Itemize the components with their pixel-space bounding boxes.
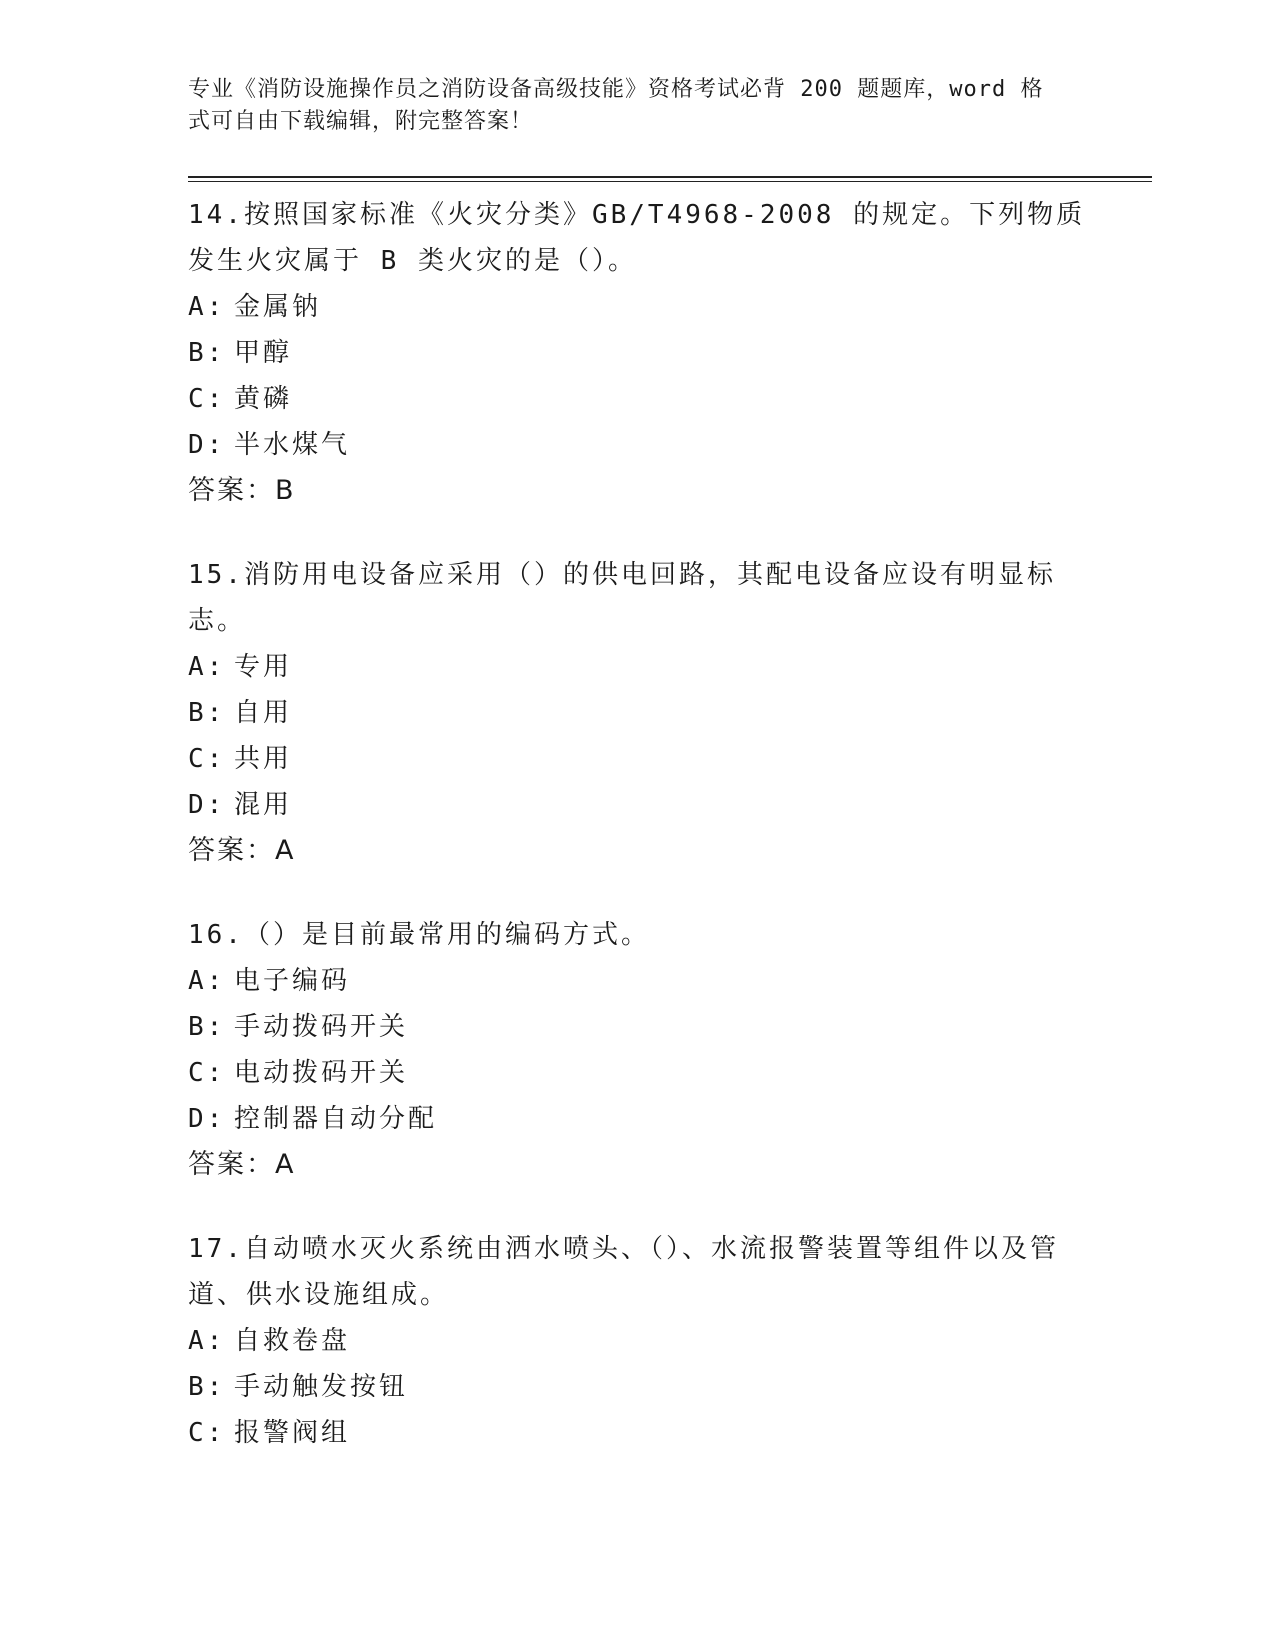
header-line-2: 式可自由下载编辑，附完整答案！: [188, 109, 534, 134]
option-text: 自救卷盘: [234, 1326, 351, 1356]
option-c: [188, 376, 1088, 422]
header-divider-thin: [188, 181, 1152, 182]
option-d: [188, 1096, 1088, 1142]
option-text: 电动拨码开关: [234, 1058, 409, 1088]
option-d: [188, 782, 1088, 828]
option-c: [188, 736, 1088, 782]
question-list: [188, 192, 1088, 1494]
question-15: [188, 552, 1088, 874]
option-b: [188, 330, 1088, 376]
option-letter: D:: [188, 790, 226, 820]
option-text: 专用: [234, 652, 293, 682]
option-letter: A:: [188, 652, 226, 682]
option-a: [188, 644, 1088, 690]
option-text: 半水煤气: [234, 430, 351, 460]
option-a: [188, 1318, 1088, 1364]
option-text: 金属钠: [234, 292, 322, 322]
option-c: [188, 1410, 1088, 1456]
option-text: 共用: [234, 744, 293, 774]
option-letter: B:: [188, 1012, 226, 1042]
document-header: [188, 74, 1088, 138]
question-text: 15.消防用电设备应采用（）的供电回路，其配电设备应设有明显标志。: [188, 560, 1056, 636]
option-b: [188, 1364, 1088, 1410]
option-text: 混用: [234, 790, 293, 820]
option-text: 报警阀组: [234, 1418, 351, 1448]
option-letter: D:: [188, 430, 226, 460]
option-letter: C:: [188, 744, 226, 774]
question-16: [188, 912, 1088, 1188]
option-text: 手动拨码开关: [234, 1012, 409, 1042]
option-letter: C:: [188, 384, 226, 414]
header-line-1: 专业《消防设施操作员之消防设备高级技能》资格考试必背 200 题题库，word 格: [188, 77, 1044, 102]
option-letter: C:: [188, 1058, 226, 1088]
question-text: 16.（）是目前最常用的编码方式。: [188, 920, 650, 950]
question-text: 17.自动喷水灭火系统由洒水喷头、（）、水流报警装置等组件以及管道、供水设施组成。: [188, 1234, 1059, 1310]
question-17: [188, 1226, 1088, 1456]
option-c: [188, 1050, 1088, 1096]
question-14: [188, 192, 1088, 514]
answer-line: 答案：A: [188, 1149, 296, 1180]
option-text: 甲醇: [234, 338, 293, 368]
option-b: [188, 1004, 1088, 1050]
option-text: 控制器自动分配: [234, 1104, 438, 1134]
answer-line: 答案：A: [188, 835, 296, 866]
option-d: [188, 422, 1088, 468]
option-letter: A:: [188, 966, 226, 996]
option-letter: B:: [188, 698, 226, 728]
option-letter: D:: [188, 1104, 226, 1134]
option-a: [188, 284, 1088, 330]
option-letter: B:: [188, 1372, 226, 1402]
question-text: 14.按照国家标准《火灾分类》GB/T4968-2008 的规定。下列物质发生火灾属于 B 类火灾的是（）。: [188, 200, 1086, 276]
option-text: 手动触发按钮: [234, 1372, 409, 1402]
option-text: 黄磷: [234, 384, 293, 414]
option-text: 自用: [234, 698, 293, 728]
option-text: 电子编码: [234, 966, 351, 996]
option-letter: B:: [188, 338, 226, 368]
option-letter: C:: [188, 1418, 226, 1448]
option-letter: A:: [188, 1326, 226, 1356]
header-divider-thick: [188, 176, 1152, 178]
answer-line: 答案：B: [188, 475, 296, 506]
option-letter: A:: [188, 292, 226, 322]
option-a: [188, 958, 1088, 1004]
option-b: [188, 690, 1088, 736]
